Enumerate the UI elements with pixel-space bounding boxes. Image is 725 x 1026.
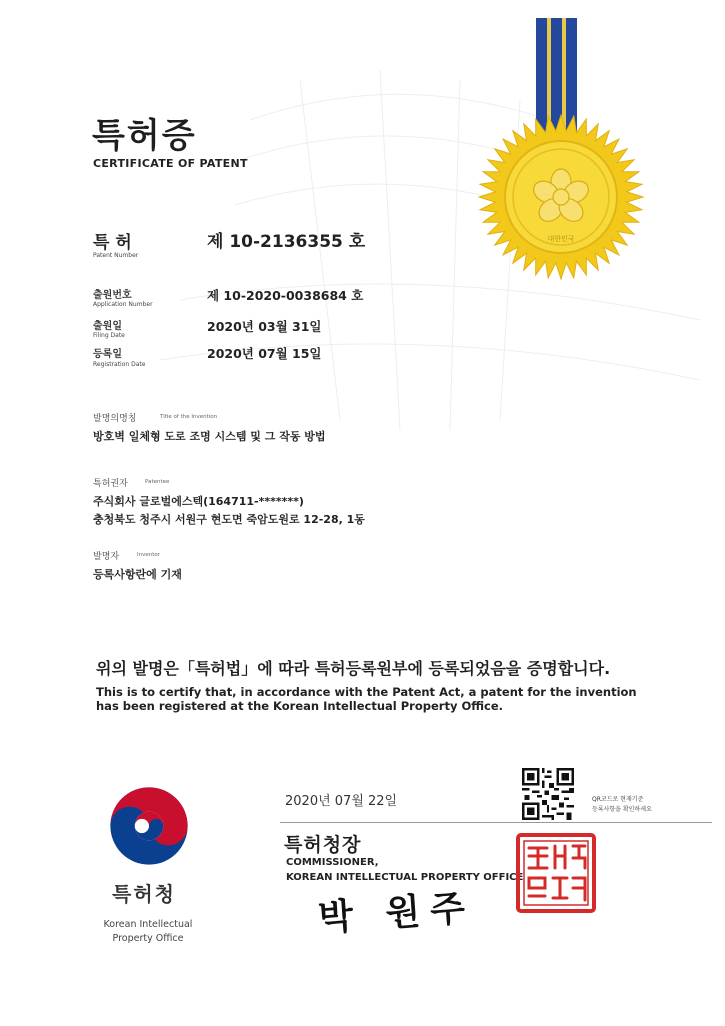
patent-number-value: 제 10-2136355 호: [207, 232, 366, 252]
inventor-value: 등록사항란에 기재: [93, 568, 182, 581]
certification-statement-kr: 위의 발명은「특허법」에 따라 특허등록원부에 등록되었음을 증명합니다.: [96, 659, 611, 678]
invention-title-label: 발명의명칭: [93, 414, 137, 424]
qr-note: [592, 795, 652, 815]
commissioner-title-en: [286, 855, 523, 885]
filing-date-label-en: Filing Date: [93, 332, 125, 339]
office-name-en: Korean Intellectual Property Office: [103, 919, 193, 944]
patentee-label: 특허권자: [93, 479, 128, 489]
qr-note-line2: 등록사항을 확인하세요: [592, 806, 652, 813]
patentee-label-en: Patentee: [145, 479, 170, 485]
gold-medal-seal: [476, 112, 646, 282]
registration-date-label-en: Registration Date: [93, 361, 146, 368]
official-red-stamp: [515, 832, 597, 914]
commissioner-en-line2: KOREAN INTELLECTUAL PROPERTY OFFICE: [286, 872, 524, 883]
issue-date: 2020년 07월 22일: [285, 794, 398, 809]
certification-statement-en: [96, 685, 637, 713]
commissioner-signature: 박 원주: [316, 886, 477, 940]
certificate-title-en: CERTIFICATE OF PATENT: [93, 157, 248, 170]
registration-date-value: 2020년 07월 15일: [207, 346, 322, 361]
application-number-value: 제 10-2020-0038684 호: [207, 288, 364, 303]
patent-number-label-en: Patent Number: [93, 252, 139, 259]
patentee-address: 충청북도 청주시 서원구 현도면 죽암도원로 12-28, 1동: [93, 513, 365, 526]
qr-note-line1: QR코드로 현재기준: [592, 796, 644, 803]
inventor-label-en: Inventor: [137, 552, 161, 558]
registration-date-label: 등록일: [93, 349, 122, 360]
qr-code-icon[interactable]: [522, 768, 574, 820]
invention-title-label-en: Title of the Invention: [160, 414, 218, 420]
certification-en-line2: has been registered at the Korean Intellectual Property Office.: [96, 699, 504, 713]
inventor-label: 발명자: [93, 552, 120, 562]
certificate-title: 특허증: [92, 116, 197, 156]
patentee-name: 주식회사 글로벌에스텍(164711-*******): [93, 495, 304, 508]
filing-date-label: 출원일: [93, 321, 122, 332]
application-number-label-en: Application Number: [93, 301, 153, 308]
patent-number-label: 특 허: [93, 233, 132, 253]
office-name-kr: 특허청: [112, 882, 176, 906]
invention-title-value: 방호벽 일체형 도로 조명 시스템 및 그 작동 방법: [93, 430, 326, 443]
certification-en-line1: This is to certify that, in accordance with the Patent Act, a patent for the invention: [96, 685, 637, 699]
seal-text: 대한민국: [547, 235, 575, 243]
signature-divider: [280, 822, 712, 823]
commissioner-en-line1: COMMISSIONER,: [286, 857, 379, 868]
taegeuk-logo-icon: [107, 784, 191, 868]
stamp-text: 특허청장인: [553, 912, 559, 913]
filing-date-value: 2020년 03월 31일: [207, 319, 322, 334]
application-number-label: 출원번호: [93, 290, 132, 301]
commissioner-title-kr: 특허청장: [284, 834, 362, 856]
